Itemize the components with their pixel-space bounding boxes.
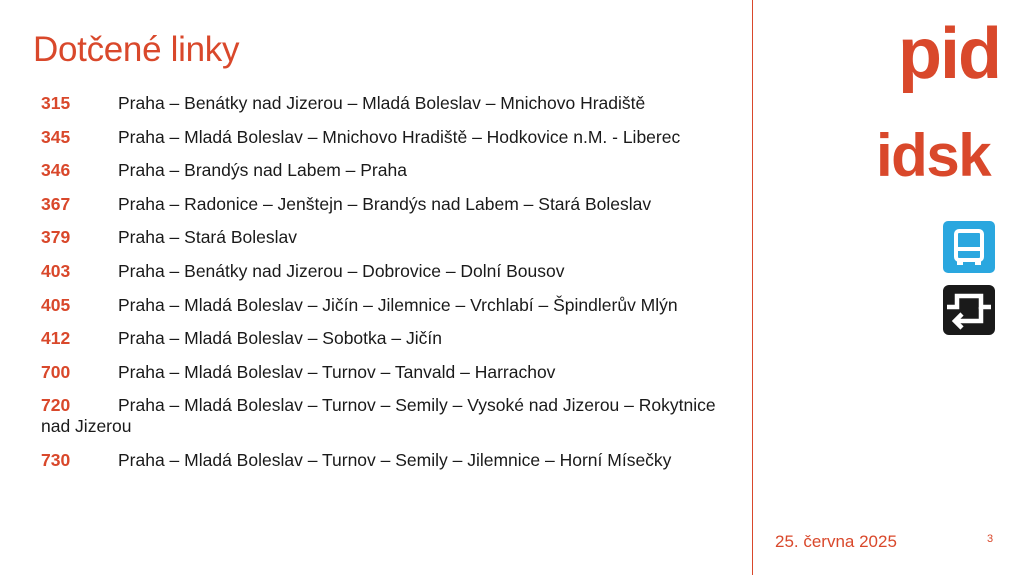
- line-route: Praha – Stará Boleslav: [118, 227, 297, 248]
- line-route: Praha – Benátky nad Jizerou – Dobrovice – Dolní Bousov: [118, 260, 565, 281]
- list-item: [41, 328, 741, 349]
- page-number: 3: [987, 533, 994, 545]
- list-item: [41, 127, 741, 148]
- line-route: Praha – Mladá Boleslav – Turnov – Semily – Jilemnice – Horní Mísečky: [118, 449, 672, 470]
- line-route: Praha – Brandýs nad Labem – Praha: [118, 160, 407, 181]
- line-number: 720: [41, 395, 71, 416]
- line-number: 367: [41, 193, 71, 214]
- lines-list: [41, 93, 741, 484]
- line-route: Praha – Mladá Boleslav – Jičín – Jilemnice – Vrchlabí – Špindlerův Mlýn: [118, 294, 678, 315]
- line-number: 730: [41, 449, 71, 470]
- list-item: [41, 227, 741, 248]
- line-route: Praha – Benátky nad Jizerou – Mladá Boleslav – Mnichovo Hradiště: [118, 93, 646, 113]
- list-item: [41, 395, 741, 437]
- line-number: 315: [41, 93, 71, 113]
- date-label: 25. června 2025: [775, 532, 897, 551]
- pid-logo: pid: [898, 14, 1000, 94]
- line-route: Praha – Mladá Boleslav – Sobotka – Jičín: [118, 328, 442, 349]
- page-title: Dotčené linky: [33, 30, 240, 69]
- idsk-logo: idsk: [876, 122, 991, 189]
- list-item: [41, 362, 741, 383]
- line-route: Praha – Mladá Boleslav – Turnov – Semily – Vysoké nad Jizerou – Rokytnice nad Jizerou: [41, 395, 716, 437]
- line-number: 379: [41, 227, 71, 248]
- line-number: 403: [41, 260, 71, 281]
- line-number: 345: [41, 126, 71, 147]
- bus-icon: [943, 221, 995, 273]
- list-item: [41, 160, 741, 181]
- line-number: 412: [41, 328, 71, 349]
- vertical-divider: [752, 0, 753, 575]
- list-item: [41, 194, 741, 215]
- line-route: Praha – Radonice – Jenštejn – Brandýs nad Labem – Stará Boleslav: [118, 193, 652, 214]
- line-route: Praha – Mladá Boleslav – Mnichovo Hradiště – Hodkovice n.M. - Liberec: [118, 126, 681, 147]
- line-number: 700: [41, 361, 71, 382]
- line-number: 346: [41, 160, 71, 181]
- line-route: Praha – Mladá Boleslav – Turnov – Tanvald – Harrachov: [118, 361, 556, 382]
- list-item: [41, 261, 741, 282]
- list-item: [41, 93, 741, 114]
- list-item: [41, 295, 741, 316]
- line-number: 405: [41, 294, 71, 315]
- list-item: [41, 450, 741, 471]
- train-icon: [943, 285, 995, 335]
